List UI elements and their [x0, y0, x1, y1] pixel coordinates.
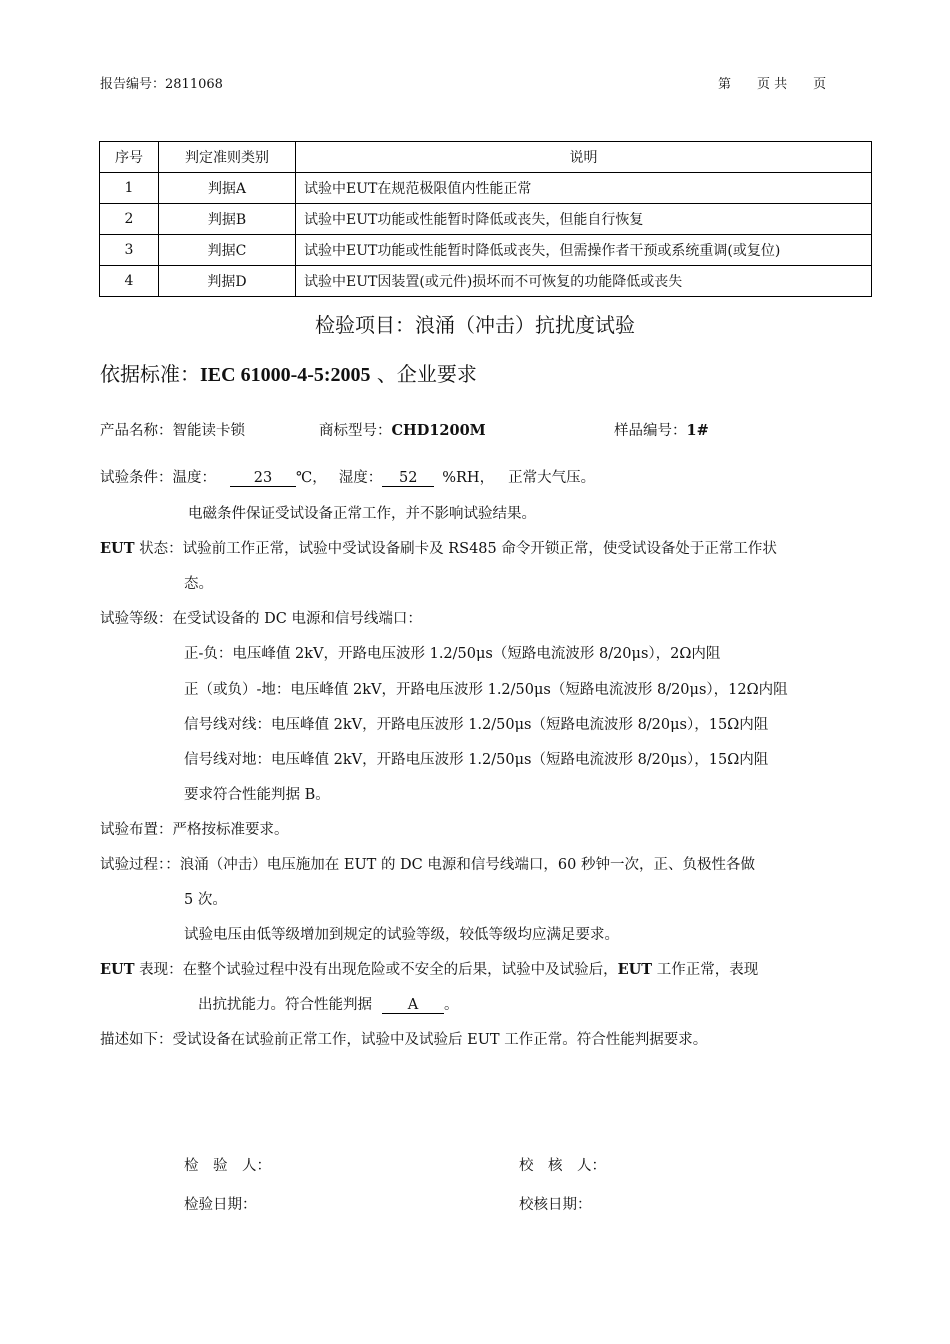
humidity-value: 52 — [382, 470, 434, 487]
report-number: 报告编号：2811068 — [100, 77, 223, 92]
test-level-intro: 在受试设备的 DC 电源和信号线端口： — [172, 611, 422, 627]
performance-line2b: 。 — [444, 997, 459, 1013]
table-row — [100, 235, 872, 266]
temperature-label: 温度： — [172, 470, 216, 486]
row-number: 2 — [100, 204, 159, 235]
basis-standard: IEC 61000-4-5:2005 — [200, 364, 371, 386]
product-model-label: 商标型号： — [319, 423, 392, 439]
criteria-table — [99, 141, 872, 297]
review-date-label: 校核日期： — [519, 1197, 592, 1213]
row-description: 试验中EUT因装置(或元件)损坏而不可恢复的功能降低或丧失 — [296, 266, 872, 297]
inspector-label: 检 验 人： — [184, 1158, 271, 1174]
row-number: 1 — [100, 173, 159, 204]
performance-line2a: 出抗扰能力。符合性能判据 — [198, 997, 372, 1013]
table-row — [100, 204, 872, 235]
conditions-label: 试验条件： — [100, 470, 173, 486]
description-value: 受试设备在试验前正常工作，试验中及试验后 EUT 工作正常。符合性能判据要求。 — [172, 1032, 708, 1048]
emc-note: 电磁条件保证受试设备正常工作，并不影响试验结果。 — [188, 506, 536, 522]
test-procedure — [100, 853, 755, 874]
row-number: 4 — [100, 266, 159, 297]
sample-number-value: 1# — [686, 422, 709, 439]
row-category: 判据C — [159, 235, 296, 266]
eut-performance — [100, 958, 758, 979]
test-level-item: 正（或负）-地：电压峰值 2kV，开路电压波形 1.2/50μs（短路电流波形 8/20μs），12Ω内阻 — [184, 682, 788, 698]
table-row — [100, 266, 872, 297]
test-level-item: 正-负：电压峰值 2kV，开路电压波形 1.2/50μs（短路电流波形 8/20μs），2Ω内阻 — [184, 646, 721, 662]
row-category: 判据D — [159, 266, 296, 297]
procedure-line1: ：浪涌（冲击）电压施加在 EUT 的 DC 电源和信号线端口，60 秒钟一次，正、负极性各做 — [165, 857, 755, 873]
test-level-label: 试验等级： — [100, 611, 173, 627]
column-header-category: 判定准则类别 — [159, 142, 296, 173]
description — [100, 1028, 707, 1049]
arrangement-label: 试验布置： — [100, 822, 173, 838]
performance-line2 — [198, 993, 459, 1014]
row-description: 试验中EUT功能或性能暂时降低或丧失，但需操作者干预或系统重调(或复位) — [296, 235, 872, 266]
procedure-line2: 5 次。 — [184, 892, 227, 908]
humidity-unit: %RH， — [442, 470, 495, 486]
product-name-value: 智能读卡锁 — [172, 423, 245, 439]
description-label: 描述如下： — [100, 1032, 173, 1048]
row-description: 试验中EUT在规范极限值内性能正常 — [296, 173, 872, 204]
test-item-title: 检验项目：浪涌（冲击）抗扰度试验 — [315, 313, 635, 337]
eut-state-line2: 态。 — [184, 576, 213, 592]
procedure-line3: 试验电压由低等级增加到规定的试验等级，较低等级均应满足要求。 — [184, 927, 619, 943]
performance-line1a: 在整个试验过程中没有出现危险或不安全的后果，试验中及试验后， — [182, 962, 618, 978]
arrangement-value: 严格按标准要求。 — [172, 822, 289, 838]
performance-label-suffix: 表现： — [134, 962, 183, 978]
table-header-row — [100, 142, 872, 173]
test-level — [100, 607, 422, 628]
standard-basis — [100, 358, 477, 387]
product-model — [319, 419, 486, 440]
test-level-item: 信号线对线：电压峰值 2kV，开路电压波形 1.2/50μs（短路电流波形 8/20μs），15Ω内阻 — [184, 717, 769, 733]
reviewer-label: 校 核 人： — [519, 1158, 606, 1174]
eut-state — [100, 537, 777, 558]
humidity-label: 湿度： — [338, 470, 383, 486]
product-name-label: 产品名称： — [100, 423, 173, 439]
sample-number-label: 样品编号： — [614, 423, 687, 439]
eut-state-line1: 试验前工作正常，试验中受试设备刷卡及 RS485 命令开锁正常，使受试设备处于正常工作状 — [182, 541, 777, 557]
inspect-date-label: 检验日期： — [184, 1197, 257, 1213]
performance-line1c: 工作正常，表现 — [652, 962, 759, 978]
basis-suffix: 、企业要求 — [370, 362, 477, 386]
pressure-note: 正常大气压。 — [508, 470, 596, 486]
row-category: 判据A — [159, 173, 296, 204]
row-category: 判据B — [159, 204, 296, 235]
page-info: 第 页 共 页 — [718, 77, 827, 92]
test-conditions — [100, 466, 595, 487]
sample-number — [614, 419, 709, 440]
column-header-description: 说明 — [296, 142, 872, 173]
test-level-item: 信号线对地：电压峰值 2kV，开路电压波形 1.2/50μs（短路电流波形 8/20μs），15Ω内阻 — [184, 752, 769, 768]
temperature-value: 23 — [230, 470, 296, 487]
product-name — [100, 419, 245, 440]
procedure-label: 试验过程： — [100, 857, 166, 873]
eut-state-label-suffix: 状态： — [134, 541, 183, 557]
row-number: 3 — [100, 235, 159, 266]
product-model-value: CHD1200M — [391, 422, 486, 439]
temperature-unit: ℃， — [296, 470, 327, 486]
basis-label: 依据标准： — [100, 362, 200, 386]
performance-label: EUT — [100, 961, 135, 978]
performance-line1b: EUT — [617, 961, 653, 978]
test-level-item: 要求符合性能判据 B。 — [184, 787, 330, 803]
performance-criterion: A — [382, 997, 444, 1014]
table-row — [100, 173, 872, 204]
row-description: 试验中EUT功能或性能暂时降低或丧失，但能自行恢复 — [296, 204, 872, 235]
eut-state-label: EUT — [100, 540, 135, 557]
column-header-no: 序号 — [100, 142, 159, 173]
test-arrangement — [100, 818, 289, 839]
